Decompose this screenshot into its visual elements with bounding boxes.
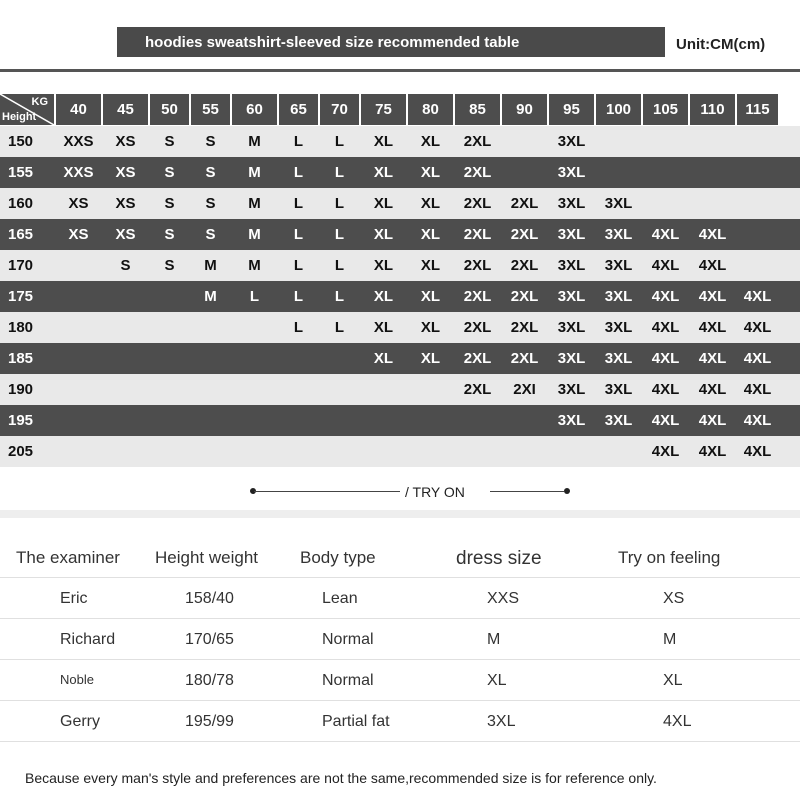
- size-cell: 2XL: [463, 133, 492, 150]
- examiner-feel: XL: [663, 672, 683, 689]
- size-cell: [150, 281, 189, 312]
- size-cell: [408, 436, 453, 467]
- size-cell: 2XL: [463, 288, 492, 305]
- size-cell: [191, 312, 230, 343]
- size-cell: L: [334, 226, 345, 243]
- size-cell: L: [293, 164, 304, 181]
- weight-header-row: [0, 93, 800, 126]
- size-cell: L: [334, 133, 345, 150]
- size-cell: XL: [373, 257, 394, 274]
- size-cell: [103, 374, 148, 405]
- weight-header-40: 40: [56, 94, 101, 125]
- size-cell: [279, 436, 318, 467]
- size-cell: XL: [420, 164, 441, 181]
- size-cell: [643, 126, 688, 157]
- examiner-header-row: [0, 536, 800, 578]
- size-cell: 2XL: [463, 350, 492, 367]
- try-on-line-right: [490, 491, 564, 492]
- size-cell: S: [164, 164, 175, 181]
- size-cell: 4XL: [651, 288, 680, 305]
- weight-header-105: 105: [643, 94, 688, 125]
- size-cell: S: [164, 133, 175, 150]
- size-cell: 4XL: [743, 412, 772, 429]
- examiner-table: [0, 536, 800, 742]
- height-label: 180: [8, 319, 34, 336]
- size-cell: [737, 250, 778, 281]
- size-cell: L: [334, 257, 345, 274]
- size-cell: L: [334, 319, 345, 336]
- size-cell: [361, 374, 406, 405]
- size-cell: [549, 436, 594, 467]
- size-cell: [643, 157, 688, 188]
- size-cell: XL: [373, 350, 394, 367]
- try-on-label: / TRY ON: [405, 484, 465, 500]
- size-cell: XL: [373, 195, 394, 212]
- weight-header-60: 60: [232, 94, 277, 125]
- size-cell: [103, 281, 148, 312]
- size-cell: [690, 188, 735, 219]
- examiner-dress: XXS: [487, 590, 520, 607]
- size-cell: 4XL: [651, 257, 680, 274]
- examiner-row-noble: [0, 660, 800, 701]
- size-cell: 2XL: [510, 195, 539, 212]
- size-cell: XL: [420, 319, 441, 336]
- size-cell: S: [205, 195, 216, 212]
- height-row-180: [0, 312, 800, 343]
- size-cell: [191, 405, 230, 436]
- examiner-dress: M: [487, 631, 501, 648]
- size-cell: XL: [420, 288, 441, 305]
- size-cell: 2XL: [463, 164, 492, 181]
- examiner-header-2: Body type: [300, 548, 376, 567]
- section-divider: [0, 510, 800, 518]
- weight-header-75: 75: [361, 94, 406, 125]
- size-cell: XL: [373, 319, 394, 336]
- corner-kg-label: KG: [31, 96, 48, 108]
- size-cell: [56, 312, 101, 343]
- weight-header-95: 95: [549, 94, 594, 125]
- size-cell: M: [248, 195, 261, 212]
- size-cell: M: [204, 288, 217, 305]
- size-cell: 4XL: [651, 350, 680, 367]
- weight-header-50: 50: [150, 94, 189, 125]
- examiner-body: Normal: [322, 631, 374, 648]
- size-cell: [596, 436, 641, 467]
- examiner-row-richard: [0, 619, 800, 660]
- size-cell: L: [293, 226, 304, 243]
- size-cell: L: [334, 164, 345, 181]
- size-cell: [56, 250, 101, 281]
- examiner-dress: XL: [487, 672, 507, 689]
- size-cell: [737, 188, 778, 219]
- size-cell: [191, 374, 230, 405]
- size-cell: [690, 126, 735, 157]
- examiner-feel: XS: [663, 590, 685, 607]
- size-cell: [103, 312, 148, 343]
- try-on-divider: [0, 482, 800, 502]
- size-cell: S: [205, 226, 216, 243]
- examiner-feel: 4XL: [663, 713, 692, 730]
- size-cell: [737, 219, 778, 250]
- size-cell: L: [293, 257, 304, 274]
- size-cell: 3XL: [557, 412, 586, 429]
- size-cell: [56, 405, 101, 436]
- weight-header-100: 100: [596, 94, 641, 125]
- size-cell: XL: [420, 226, 441, 243]
- size-cell: 4XL: [651, 443, 680, 460]
- size-cell: 4XL: [743, 288, 772, 305]
- weight-header-65: 65: [279, 94, 318, 125]
- examiner-name: Gerry: [60, 713, 100, 730]
- size-cell: [56, 343, 101, 374]
- size-cell: 2XL: [510, 319, 539, 336]
- weight-header-115: 115: [737, 94, 778, 125]
- size-cell: [103, 405, 148, 436]
- size-cell: S: [205, 164, 216, 181]
- size-cell: 2XL: [463, 257, 492, 274]
- examiner-name: Noble: [60, 672, 94, 687]
- size-cell: [361, 436, 406, 467]
- height-row-190: [0, 374, 800, 405]
- size-cell: 3XL: [604, 412, 633, 429]
- size-cell: 3XL: [604, 350, 633, 367]
- size-cell: S: [120, 257, 131, 274]
- size-cell: 2XL: [510, 288, 539, 305]
- weight-header-55: 55: [191, 94, 230, 125]
- size-cell: 3XL: [557, 226, 586, 243]
- size-cell: 2XL: [463, 226, 492, 243]
- size-cell: XL: [373, 226, 394, 243]
- size-cell: XS: [115, 133, 136, 150]
- size-cell: 4XL: [698, 443, 727, 460]
- weight-header-90: 90: [502, 94, 547, 125]
- size-cell: [502, 126, 547, 157]
- height-row-150: [0, 126, 800, 157]
- size-cell: [103, 343, 148, 374]
- weight-header-85: 85: [455, 94, 500, 125]
- size-cell: [737, 126, 778, 157]
- size-cell: 2XL: [463, 195, 492, 212]
- size-cell: [191, 436, 230, 467]
- height-row-185: [0, 343, 800, 374]
- size-cell: XL: [373, 133, 394, 150]
- size-cell: XS: [115, 164, 136, 181]
- size-cell: 3XL: [604, 288, 633, 305]
- size-cell: XS: [115, 226, 136, 243]
- weight-header-70: 70: [320, 94, 359, 125]
- height-row-165: [0, 219, 800, 250]
- size-cell: 4XL: [743, 443, 772, 460]
- size-cell: L: [293, 195, 304, 212]
- size-cell: [320, 374, 359, 405]
- size-cell: XL: [373, 164, 394, 181]
- size-cell: [56, 436, 101, 467]
- size-cell: S: [164, 226, 175, 243]
- height-row-205: [0, 436, 800, 467]
- size-cell: L: [249, 288, 260, 305]
- size-cell: [279, 343, 318, 374]
- size-cell: [320, 436, 359, 467]
- size-cell: 3XL: [604, 319, 633, 336]
- corner-header: [0, 94, 54, 125]
- size-cell: 3XL: [557, 288, 586, 305]
- size-cell: [232, 405, 277, 436]
- size-cell: XXS: [63, 164, 94, 181]
- size-cell: [56, 374, 101, 405]
- size-cell: XXS: [63, 133, 94, 150]
- size-cell: 4XL: [743, 350, 772, 367]
- top-divider: [0, 69, 800, 72]
- size-cell: L: [334, 195, 345, 212]
- size-cell: XS: [115, 195, 136, 212]
- size-cell: [455, 405, 500, 436]
- size-cell: 3XL: [557, 350, 586, 367]
- size-cell: M: [248, 257, 261, 274]
- examiner-hw: 180/78: [185, 672, 234, 689]
- size-cell: XL: [420, 133, 441, 150]
- unit-label: Unit:CM(cm): [676, 36, 766, 53]
- size-cell: 4XL: [698, 226, 727, 243]
- size-cell: 2XL: [463, 381, 492, 398]
- size-cell: [150, 374, 189, 405]
- height-row-170: [0, 250, 800, 281]
- examiner-header-1: Height weight: [155, 548, 259, 567]
- size-cell: 4XL: [743, 381, 772, 398]
- size-cell: 2XI: [513, 381, 536, 398]
- height-label: 160: [8, 195, 34, 212]
- size-cell: [232, 374, 277, 405]
- size-cell: L: [293, 288, 304, 305]
- size-cell: [103, 436, 148, 467]
- size-cell: [408, 405, 453, 436]
- size-cell: S: [205, 133, 216, 150]
- size-cell: XS: [68, 195, 89, 212]
- size-cell: 4XL: [651, 412, 680, 429]
- examiner-header-4: Try on feeling: [618, 548, 721, 567]
- height-row-160: [0, 188, 800, 219]
- size-cell: 2XL: [510, 226, 539, 243]
- height-label: 165: [8, 226, 34, 243]
- size-cell: 3XL: [604, 226, 633, 243]
- size-cell: 3XL: [557, 164, 586, 181]
- size-cell: [150, 405, 189, 436]
- size-cell: 3XL: [604, 257, 633, 274]
- size-cell: M: [204, 257, 217, 274]
- examiner-name: Eric: [60, 590, 88, 607]
- chart-title: [117, 27, 665, 57]
- size-cell: 4XL: [743, 319, 772, 336]
- size-cell: [455, 436, 500, 467]
- size-cell: 4XL: [651, 226, 680, 243]
- footnote: Because every man's style and preferences are not the same,recommended size is for reference only.: [25, 770, 657, 786]
- size-cell: L: [293, 319, 304, 336]
- size-cell: [232, 312, 277, 343]
- size-cell: 3XL: [557, 381, 586, 398]
- size-cell: L: [293, 133, 304, 150]
- size-cell: [232, 343, 277, 374]
- size-cell: 4XL: [698, 257, 727, 274]
- examiner-body: Partial fat: [322, 713, 390, 730]
- examiner-dress: 3XL: [487, 713, 516, 730]
- weight-header-80: 80: [408, 94, 453, 125]
- size-cell: [361, 405, 406, 436]
- size-cell: [596, 126, 641, 157]
- size-cell: [408, 374, 453, 405]
- size-cell: XL: [420, 195, 441, 212]
- size-cell: [232, 436, 277, 467]
- size-cell: [690, 157, 735, 188]
- size-cell: [191, 343, 230, 374]
- examiner-header-3: dress size: [456, 548, 542, 569]
- height-row-175: [0, 281, 800, 312]
- height-label: 205: [8, 443, 34, 460]
- size-cell: [737, 157, 778, 188]
- size-cell: 4XL: [698, 319, 727, 336]
- try-on-line-left: [254, 491, 400, 492]
- size-cell: 2XL: [510, 257, 539, 274]
- height-label: 155: [8, 164, 34, 181]
- size-cell: 3XL: [604, 195, 633, 212]
- examiner-hw: 158/40: [185, 590, 234, 607]
- size-cell: [502, 405, 547, 436]
- size-cell: [56, 281, 101, 312]
- examiner-row-gerry: [0, 701, 800, 742]
- size-cell: 4XL: [698, 381, 727, 398]
- size-cell: 3XL: [557, 195, 586, 212]
- examiner-feel: M: [663, 631, 677, 648]
- height-label: 185: [8, 350, 34, 367]
- size-cell: 2XL: [510, 350, 539, 367]
- size-cell: XL: [420, 257, 441, 274]
- examiner-hw: 195/99: [185, 713, 234, 730]
- height-row-195: [0, 405, 800, 436]
- size-cell: S: [164, 257, 175, 274]
- size-cell: [150, 436, 189, 467]
- size-chart: [0, 93, 800, 467]
- height-label: 190: [8, 381, 34, 398]
- size-cell: M: [248, 226, 261, 243]
- height-label: 195: [8, 412, 34, 429]
- examiner-name: Richard: [60, 631, 116, 648]
- size-cell: 4XL: [651, 381, 680, 398]
- size-cell: [279, 374, 318, 405]
- size-cell: [150, 312, 189, 343]
- size-cell: 4XL: [698, 412, 727, 429]
- size-cell: 2XL: [463, 319, 492, 336]
- size-cell: 4XL: [651, 319, 680, 336]
- height-label: 170: [8, 257, 34, 274]
- size-cell: 3XL: [557, 133, 586, 150]
- size-cell: [596, 157, 641, 188]
- examiner-body: Lean: [322, 590, 358, 607]
- corner-height-label: Height: [2, 111, 37, 123]
- size-cell: XL: [373, 288, 394, 305]
- size-cell: 4XL: [698, 350, 727, 367]
- size-cell: [320, 343, 359, 374]
- size-cell: XL: [420, 350, 441, 367]
- examiner-body: Normal: [322, 672, 374, 689]
- size-cell: [643, 188, 688, 219]
- weight-header-45: 45: [103, 94, 148, 125]
- size-cell: 3XL: [557, 319, 586, 336]
- size-cell: XS: [68, 226, 89, 243]
- size-cell: [150, 343, 189, 374]
- height-label: 175: [8, 288, 34, 305]
- size-cell: [320, 405, 359, 436]
- size-cell: M: [248, 133, 261, 150]
- size-cell: [279, 405, 318, 436]
- weight-header-110: 110: [690, 94, 735, 125]
- size-cell: 4XL: [698, 288, 727, 305]
- size-cell: [502, 436, 547, 467]
- size-cell: S: [164, 195, 175, 212]
- examiner-header-0: The examiner: [16, 548, 120, 567]
- size-cell: 3XL: [604, 381, 633, 398]
- examiner-row-eric: [0, 578, 800, 619]
- size-cell: [502, 157, 547, 188]
- try-on-dot-right: [564, 488, 570, 494]
- height-row-155: [0, 157, 800, 188]
- size-cell: M: [248, 164, 261, 181]
- examiner-hw: 170/65: [185, 631, 234, 648]
- height-label: 150: [8, 133, 34, 150]
- chart-title-text: hoodies sweatshirt-sleeved size recommended table: [145, 33, 520, 51]
- size-cell: 3XL: [557, 257, 586, 274]
- size-cell: L: [334, 288, 345, 305]
